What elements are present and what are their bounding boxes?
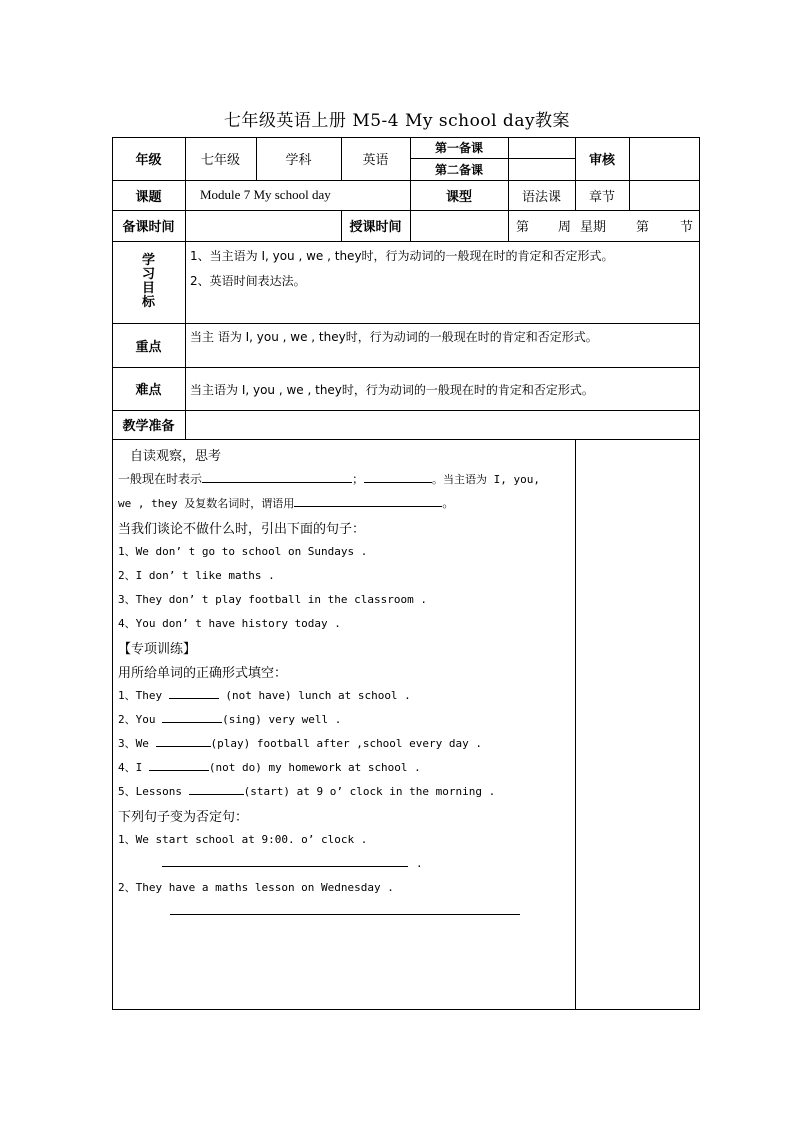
schedule-di2: 第 — [636, 220, 650, 235]
topic-value: Module 7 My school day — [200, 187, 331, 202]
example-sentence: 2、I don’ t like maths . — [118, 569, 275, 582]
goals-label — [112, 241, 185, 323]
subject-label: 学科 — [285, 153, 312, 168]
grade-value: 七年级 — [200, 153, 240, 168]
schedule-weekday: 星期 — [580, 220, 607, 235]
page-title: 七年级英语上册 M5-4 My school day教案 — [223, 111, 571, 131]
example-sentence: 1、We don’ t go to school on Sundays . — [118, 545, 368, 558]
difficulty-text: 当主语为 I, you , we , they时，行为动词的一般现在时的肯定和否定形式。 — [190, 383, 594, 397]
type-label: 课型 — [445, 189, 472, 205]
schedule-di: 第 — [516, 220, 530, 235]
goals-label-char: 学 — [141, 253, 155, 268]
answer-blank[interactable] — [149, 759, 209, 771]
answer-line[interactable] — [170, 903, 520, 918]
focus-label: 重点 — [135, 339, 162, 355]
answer-blank[interactable] — [189, 783, 244, 795]
review-label: 审核 — [588, 153, 615, 168]
blank-line[interactable] — [202, 471, 352, 483]
schedule-period: 节 — [680, 220, 694, 235]
focus-text: 当主 语为 I, you , we , they时，行为动词的一般现在时的肯定和否定形式。 — [190, 330, 598, 344]
preparation-label: 教学准备 — [122, 419, 175, 434]
rule-line-1: 一般现在时表示 ； 。当主语为 I, you, — [118, 472, 541, 486]
schedule-week: 周 — [558, 220, 572, 235]
answer-blank[interactable] — [169, 687, 219, 699]
lesson-plan-table — [112, 137, 700, 1010]
fill-item: 2、You (sing) very well . — [118, 713, 342, 726]
example-sentence: 4、You don’ t have history today . — [118, 617, 341, 630]
negative-intro: 当我们谈论不做什么时，引出下面的句子： — [118, 522, 366, 537]
difficulty-label: 难点 — [135, 383, 162, 398]
prep-time-label: 备课时间 — [122, 220, 175, 235]
example-sentence: 3、They don’ t play football in the classroom . — [118, 593, 428, 606]
blank-line[interactable] — [364, 471, 432, 483]
goal-item: 2、英语时间表达法。 — [190, 274, 306, 288]
goals-label-char: 习 — [141, 267, 155, 282]
chapter-label: 章节 — [588, 189, 615, 205]
teach-time-label: 授课时间 — [349, 220, 402, 235]
subject-value: 英语 — [362, 153, 389, 168]
answer-blank[interactable] — [162, 711, 222, 723]
grade-label: 年级 — [135, 153, 162, 168]
negative-item: 1、We start school at 9:00. o’ clock . — [118, 833, 368, 846]
schedule-slot — [508, 210, 700, 241]
training-header: 【专项训练】 — [118, 642, 197, 657]
self-read-heading: 自读观察，思考 — [130, 449, 222, 464]
answer-line[interactable]: . — [162, 855, 423, 870]
fill-item: 5、Lessons (start) at 9 o’ clock in the morning . — [118, 785, 496, 798]
blank-line[interactable] — [294, 495, 442, 507]
fill-item: 4、I (not do) my homework at school . — [118, 761, 421, 774]
goal-item: 1、当主语为 I, you , we , they时，行为动词的一般现在时的肯定和否定形式。 — [190, 249, 614, 263]
type-value: 语法课 — [521, 189, 561, 205]
rule-line-2: we , they 及复数名词时，谓语用 。 — [118, 496, 455, 510]
fill-item: 3、We (play) football after ,school every day . — [118, 737, 483, 750]
first-prep-label: 第一备课 — [434, 141, 483, 155]
negative-task: 下列句子变为否定句： — [118, 810, 249, 825]
fill-intro: 用所给单词的正确形式填空： — [118, 666, 288, 681]
goals-label-char: 目 — [141, 281, 155, 296]
answer-blank[interactable] — [156, 735, 211, 747]
goals-label-char: 标 — [141, 295, 155, 310]
second-prep-label: 第二备课 — [434, 162, 483, 177]
fill-item: 1、They (not have) lunch at school . — [118, 689, 411, 702]
topic-label: 课题 — [135, 189, 162, 205]
negative-item: 2、They have a maths lesson on Wednesday . — [118, 881, 394, 894]
